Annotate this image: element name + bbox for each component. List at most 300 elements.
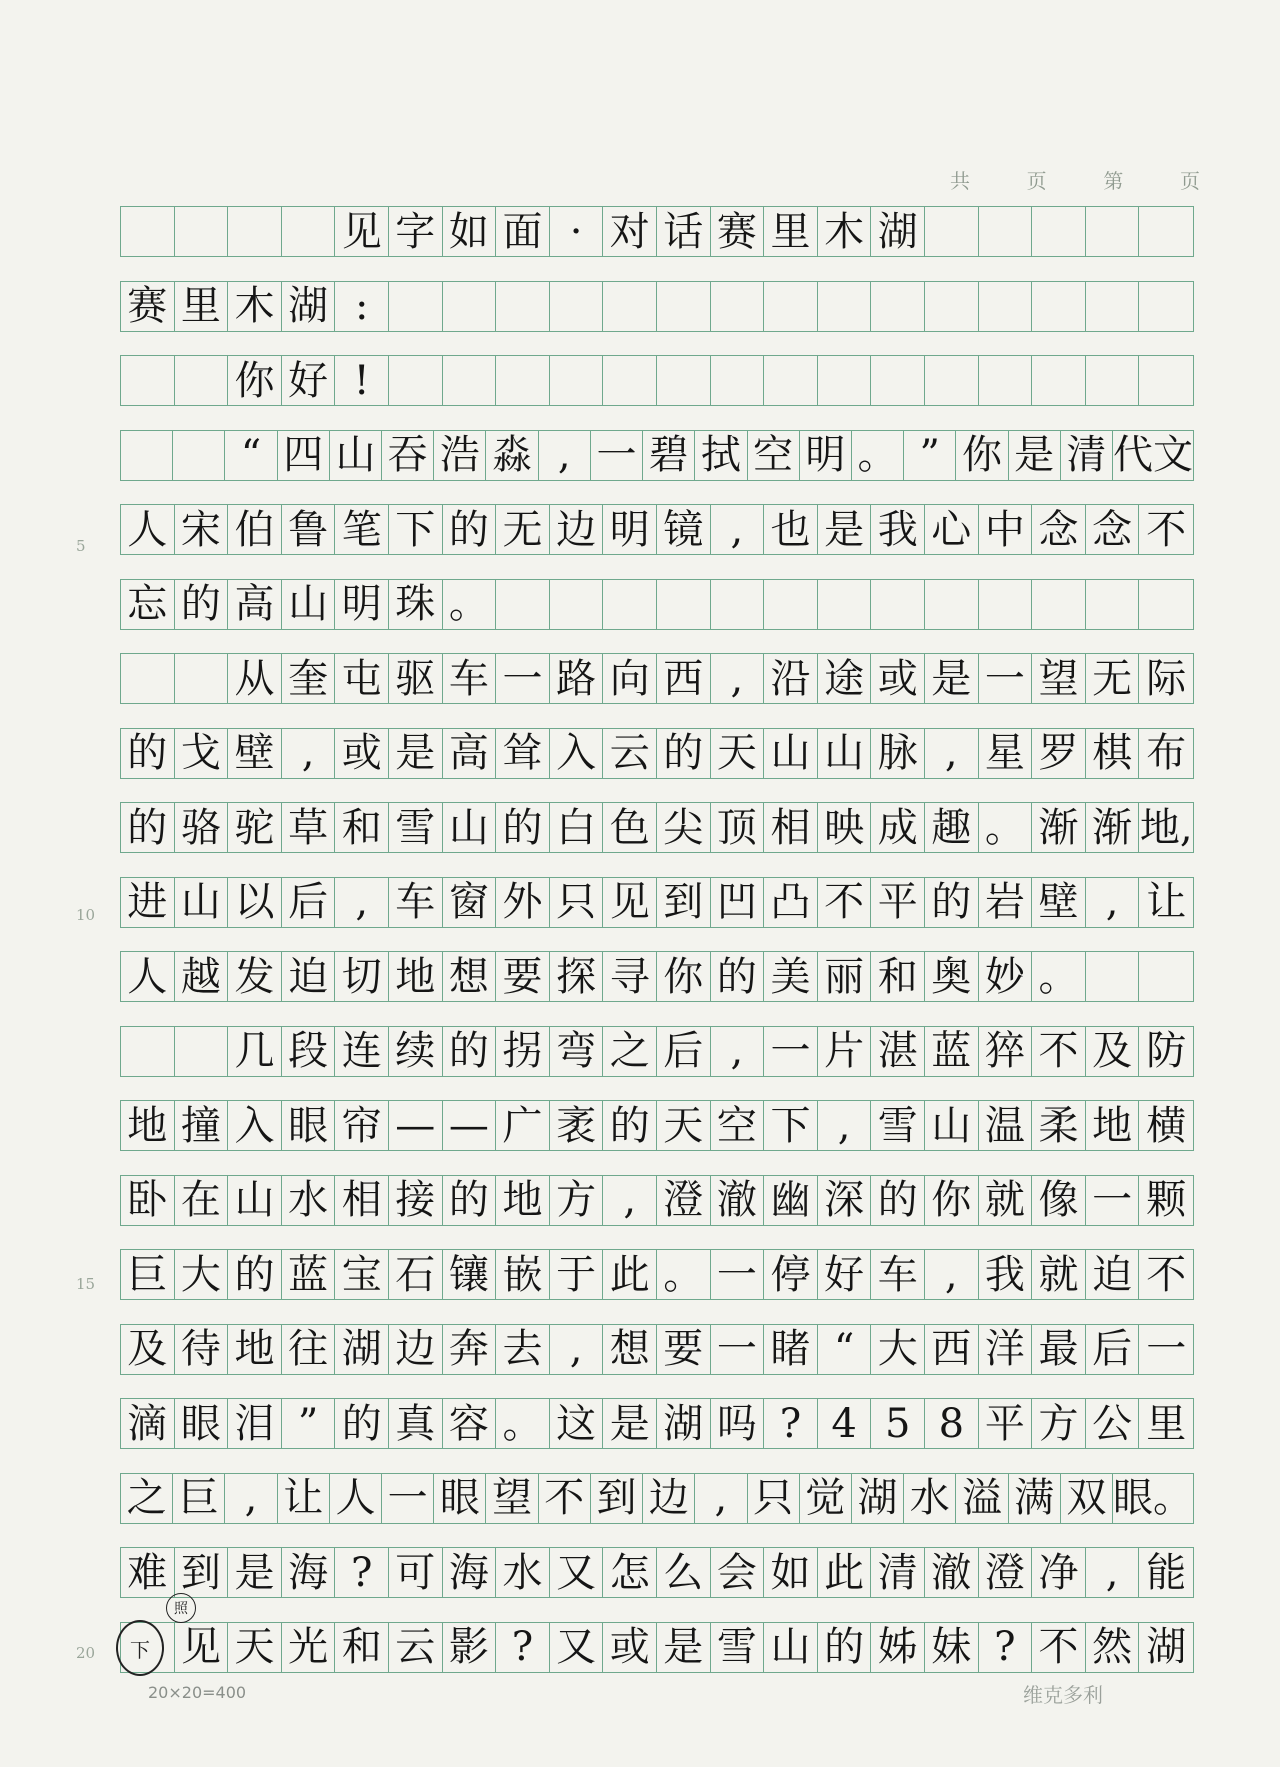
grid-cell: 人 <box>121 505 175 554</box>
grid-cell: 满 <box>1009 1474 1061 1523</box>
grid-cell: 是 <box>389 729 443 778</box>
grid-cell: 相 <box>764 803 818 852</box>
grid-cell <box>121 1027 175 1076</box>
grid-cell: 此 <box>818 1548 872 1597</box>
grid-cell <box>1139 282 1193 331</box>
grid-cell: 外 <box>496 878 550 927</box>
grid-cell: 公 <box>1086 1399 1140 1448</box>
grid-cell: 段 <box>282 1027 336 1076</box>
grid-cell: 几 <box>228 1027 282 1076</box>
grid-row <box>120 1100 1194 1151</box>
grid-cell: 珠 <box>389 580 443 629</box>
grid-cell: ? <box>979 1623 1033 1672</box>
grid-cell <box>979 580 1033 629</box>
grid-cell: 停 <box>764 1250 818 1299</box>
grid-cell: 及 <box>121 1325 175 1374</box>
grid-cell <box>979 207 1033 256</box>
grid-cell: 车 <box>871 1250 925 1299</box>
grid-row <box>120 1026 1194 1077</box>
grid-cell: 也 <box>764 505 818 554</box>
grid-cell: 之 <box>603 1027 657 1076</box>
grid-cell <box>443 356 497 405</box>
grid-cell: 洋 <box>979 1325 1033 1374</box>
grid-row <box>120 1249 1194 1300</box>
grid-cell: 木 <box>818 207 872 256</box>
grid-cell: 人 <box>121 952 175 1001</box>
grid-cell: 如 <box>764 1548 818 1597</box>
grid-cell <box>925 207 979 256</box>
grid-cell: 的 <box>496 803 550 852</box>
grid-cell: 岩 <box>979 878 1033 927</box>
grid-cell: 是 <box>1009 431 1061 480</box>
grid-cell: ? <box>335 1548 389 1597</box>
grid-cell: 巨 <box>121 1250 175 1299</box>
grid-cell: 里 <box>764 207 818 256</box>
grid-cell: 地 <box>496 1176 550 1225</box>
grid-cell <box>764 356 818 405</box>
grid-cell <box>496 580 550 629</box>
grid-cell <box>443 282 497 331</box>
grid-cell <box>282 207 336 256</box>
grid-cell: 壁 <box>1032 878 1086 927</box>
grid-row <box>120 1473 1194 1524</box>
grid-cell: 见 <box>175 1623 229 1672</box>
grid-cell: 凹 <box>711 878 765 927</box>
grid-cell: 骆 <box>175 803 229 852</box>
grid-cell: “ <box>818 1325 872 1374</box>
grid-cell: 窗 <box>443 878 497 927</box>
grid-cell: 吗 <box>711 1399 765 1448</box>
grid-cell <box>550 356 604 405</box>
grid-cell: 驼 <box>228 803 282 852</box>
grid-cell <box>657 580 711 629</box>
grid-cell: , <box>335 878 389 927</box>
circled-correction-small <box>166 1593 196 1623</box>
grid-cell: 让 <box>1146 879 1187 925</box>
grid-row <box>120 1175 1194 1226</box>
grid-cell: 湖 <box>871 207 925 256</box>
grid-cell: 切 <box>335 952 389 1001</box>
grid-cell: 发 <box>228 952 282 1001</box>
grid-cell: 续 <box>389 1027 443 1076</box>
line-number-15: 15 <box>76 1275 96 1293</box>
grid-cell: 赛 <box>121 282 175 331</box>
grid-cell: 碧 <box>643 431 695 480</box>
grid-cell: 地 <box>121 1101 175 1150</box>
grid-row <box>120 1324 1194 1375</box>
grid-cell: 下 <box>389 505 443 554</box>
grid-cell: 待 <box>175 1325 229 1374</box>
grid-cell <box>175 654 229 703</box>
grid-cell: 净 <box>1032 1548 1086 1597</box>
grid-cell: , <box>282 729 336 778</box>
grid-cell: 代文 <box>1112 432 1193 478</box>
grid-cell <box>603 356 657 405</box>
grid-cell: 嵌 <box>496 1250 550 1299</box>
grid-cell: 。 <box>496 1399 550 1448</box>
grid-cell: 美 <box>764 952 818 1001</box>
grid-cell: 想 <box>443 952 497 1001</box>
grid-cell <box>550 580 604 629</box>
grid-row <box>120 1622 1194 1673</box>
grid-cell: 下 <box>764 1101 818 1150</box>
grid-cell: 的 <box>121 729 175 778</box>
grid-cell <box>121 654 175 703</box>
grid-cell <box>764 580 818 629</box>
grid-cell: 清 <box>871 1548 925 1597</box>
grid-cell: 望 <box>486 1474 538 1523</box>
grid-cell: 拐 <box>496 1027 550 1076</box>
grid-cell <box>1086 356 1140 405</box>
grid-cell: 是 <box>228 1548 282 1597</box>
grid-cell: 车 <box>389 878 443 927</box>
grid-cell: 到 <box>657 878 711 927</box>
circled-correction-mark <box>116 1620 164 1676</box>
grid-cell: 途 <box>818 654 872 703</box>
grid-cell: 浩 <box>434 431 486 480</box>
grid-cell <box>1086 952 1140 1001</box>
grid-cell: 澄 <box>657 1176 711 1225</box>
grid-cell: 山 <box>282 580 336 629</box>
grid-cell: 入 <box>228 1101 282 1150</box>
grid-cell: 你 <box>657 952 711 1001</box>
grid-cell <box>1139 356 1193 405</box>
grid-cell: 罗 <box>1032 729 1086 778</box>
grid-cell: 颗 <box>1146 1177 1187 1223</box>
grid-cell: 。 <box>852 431 904 480</box>
grid-cell: 要 <box>657 1325 711 1374</box>
grid-cell: 接 <box>389 1176 443 1225</box>
grid-cell: 广 <box>496 1101 550 1150</box>
grid-cell: , <box>695 1474 747 1523</box>
grid-cell <box>228 207 282 256</box>
grid-cell: 海 <box>282 1548 336 1597</box>
grid-cell: 明 <box>800 431 852 480</box>
line-number-10: 10 <box>76 906 96 924</box>
grid-row <box>120 430 1194 481</box>
grid-cell: 一 <box>764 1027 818 1076</box>
grid-cell: 或 <box>603 1623 657 1672</box>
grid-cell <box>1139 952 1193 1001</box>
grid-cell: 一 <box>496 654 550 703</box>
grid-cell: 去 <box>496 1325 550 1374</box>
grid-cell: 迫 <box>282 952 336 1001</box>
grid-cell: 棋 <box>1086 729 1140 778</box>
grid-cell: 么 <box>657 1548 711 1597</box>
grid-cell: 山 <box>443 803 497 852</box>
grid-cell <box>550 282 604 331</box>
grid-cell: ? <box>764 1399 818 1448</box>
grid-cell: 湖 <box>657 1399 711 1448</box>
grid-cell <box>1086 207 1140 256</box>
grid-cell: 后 <box>657 1027 711 1076</box>
grid-cell: 一 <box>591 431 643 480</box>
grid-cell: 一 <box>382 1474 434 1523</box>
grid-cell: 镜 <box>657 505 711 554</box>
grid-cell: 壁 <box>228 729 282 778</box>
grid-cell: 和 <box>335 803 389 852</box>
grid-cell <box>173 431 225 480</box>
grid-cell: 沿 <box>764 654 818 703</box>
grid-cell: 天 <box>228 1623 282 1672</box>
grid-cell: 宝 <box>335 1250 389 1299</box>
grid-cell: 又 <box>550 1548 604 1597</box>
grid-cell: 。 <box>443 580 497 629</box>
grid-cell: · <box>550 207 604 256</box>
grid-cell: 双 <box>1061 1474 1113 1523</box>
grid-cell: 的 <box>335 1399 389 1448</box>
grid-cell: 到 <box>591 1474 643 1523</box>
grid-row <box>120 877 1194 928</box>
grid-cell: 一 <box>711 1325 765 1374</box>
grid-cell <box>121 356 175 405</box>
grid-cell: 路 <box>550 654 604 703</box>
grid-cell: — <box>443 1101 497 1150</box>
grid-cell <box>711 580 765 629</box>
grid-cell <box>871 282 925 331</box>
grid-cell: , <box>711 1027 765 1076</box>
grid-cell: 湖 <box>282 282 336 331</box>
grid-cell: 草 <box>282 803 336 852</box>
grid-spec-label: 20×20=400 <box>148 1683 247 1702</box>
grid-cell: 边 <box>643 1474 695 1523</box>
grid-cell: 的 <box>443 1176 497 1225</box>
grid-cell: 光 <box>282 1623 336 1672</box>
grid-cell: 驱 <box>389 654 443 703</box>
grid-cell: 里 <box>175 282 229 331</box>
grid-cell: 袤 <box>550 1101 604 1150</box>
grid-cell: 云 <box>603 729 657 778</box>
grid-cell: 戈 <box>175 729 229 778</box>
grid-cell <box>1032 282 1086 331</box>
grid-cell: 山 <box>330 431 382 480</box>
grid-cell: 山 <box>228 1176 282 1225</box>
grid-cell: 4 <box>818 1399 872 1448</box>
grid-row <box>120 355 1194 406</box>
grid-cell <box>1086 580 1140 629</box>
grid-cell: 奔 <box>443 1325 497 1374</box>
grid-cell: 寻 <box>603 952 657 1001</box>
grid-cell: 的 <box>925 878 979 927</box>
grid-cell <box>657 282 711 331</box>
grid-cell: 的 <box>657 729 711 778</box>
grid-cell: 念 <box>1086 505 1140 554</box>
grid-cell <box>603 580 657 629</box>
grid-cell: ” <box>282 1399 336 1448</box>
grid-cell: 5 <box>871 1399 925 1448</box>
grid-cell: 是 <box>925 654 979 703</box>
grid-cell: 蓝 <box>925 1027 979 1076</box>
grid-cell: 平 <box>979 1399 1033 1448</box>
grid-cell: 进 <box>121 878 175 927</box>
grid-cell: ” <box>904 431 956 480</box>
grid-cell <box>1139 580 1193 629</box>
grid-cell: 的 <box>228 1250 282 1299</box>
grid-cell: , <box>711 654 765 703</box>
grid-cell: 的 <box>711 952 765 1001</box>
grid-cell: “ <box>225 431 277 480</box>
grid-cell: , <box>603 1176 657 1225</box>
grid-cell: 雪 <box>711 1623 765 1672</box>
grid-cell <box>871 580 925 629</box>
grid-cell: 之 <box>121 1474 173 1523</box>
grid-cell: 山 <box>764 1623 818 1672</box>
grid-cell: 方 <box>1032 1399 1086 1448</box>
grid-cell: 的 <box>443 505 497 554</box>
grid-cell: , <box>1086 1548 1140 1597</box>
grid-cell: 不 <box>1032 1623 1086 1672</box>
grid-cell: 空 <box>711 1101 765 1150</box>
grid-cell <box>818 580 872 629</box>
grid-row <box>120 653 1194 704</box>
grid-cell: 睹 <box>764 1325 818 1374</box>
grid-row <box>120 802 1194 853</box>
grid-cell: 际 <box>1146 655 1187 702</box>
grid-cell: 忘 <box>121 580 175 629</box>
line-number-20: 20 <box>76 1644 96 1662</box>
grid-row <box>120 951 1194 1002</box>
grid-cell: 从 <box>228 654 282 703</box>
grid-cell: 向 <box>603 654 657 703</box>
grid-cell: 凸 <box>764 878 818 927</box>
grid-cell: , <box>925 1250 979 1299</box>
grid-cell: 鲁 <box>282 505 336 554</box>
grid-cell: 防 <box>1146 1028 1187 1074</box>
grid-cell: 地 <box>1086 1101 1140 1150</box>
grid-cell <box>925 580 979 629</box>
grid-cell: 此 <box>603 1250 657 1299</box>
grid-cell: 一 <box>1086 1176 1140 1225</box>
grid-cell: 地 <box>228 1325 282 1374</box>
grid-cell: 最 <box>1032 1325 1086 1374</box>
grid-cell: 是 <box>603 1399 657 1448</box>
grid-cell: , <box>818 1101 872 1150</box>
grid-cell: 水 <box>904 1474 956 1523</box>
grid-cell: 的 <box>818 1623 872 1672</box>
grid-row <box>120 1398 1194 1449</box>
grid-row <box>120 504 1194 555</box>
grid-cell: 是 <box>818 505 872 554</box>
grid-cell: 湖 <box>1146 1624 1187 1670</box>
grid-cell: 卧 <box>121 1176 175 1225</box>
grid-cell: 你 <box>956 431 1008 480</box>
grid-cell: , <box>925 729 979 778</box>
grid-cell: 车 <box>443 654 497 703</box>
grid-cell: 就 <box>979 1176 1033 1225</box>
grid-cell: 深 <box>818 1176 872 1225</box>
grid-cell: 会 <box>711 1548 765 1597</box>
grid-cell: 里 <box>1146 1400 1187 1447</box>
grid-cell: 和 <box>871 952 925 1001</box>
header-ye2: 页 <box>1179 169 1200 193</box>
grid-cell: 巨 <box>173 1474 225 1523</box>
grid-cell <box>121 431 173 480</box>
grid-cell: 眼 <box>282 1101 336 1150</box>
grid-cell: 星 <box>979 729 1033 778</box>
grid-cell: 这 <box>550 1399 604 1448</box>
grid-cell: 顶 <box>711 803 765 852</box>
grid-cell: 脉 <box>871 729 925 778</box>
grid-cell: 8 <box>925 1399 979 1448</box>
grid-cell <box>925 356 979 405</box>
grid-cell: 心 <box>925 505 979 554</box>
grid-cell: 石 <box>389 1250 443 1299</box>
grid-cell: 柔 <box>1032 1101 1086 1150</box>
grid-cell: 我 <box>979 1250 1033 1299</box>
grid-row <box>120 1547 1194 1598</box>
grid-cell: 海 <box>443 1548 497 1597</box>
grid-cell: 水 <box>282 1176 336 1225</box>
grid-cell: 对 <box>603 207 657 256</box>
grid-cell: 色 <box>603 803 657 852</box>
grid-cell: 真 <box>389 1399 443 1448</box>
grid-cell: 一 <box>1146 1326 1187 1372</box>
grid-cell: 渐 <box>1032 803 1086 852</box>
grid-cell: 渐 <box>1086 803 1140 852</box>
grid-cell: 。 <box>657 1250 711 1299</box>
grid-cell: 中 <box>979 505 1033 554</box>
grid-row <box>120 728 1194 779</box>
grid-cell <box>711 356 765 405</box>
manuscript-grid <box>120 206 1194 1696</box>
grid-cell: 想 <box>603 1325 657 1374</box>
grid-cell <box>1139 207 1193 256</box>
grid-cell: 又 <box>550 1623 604 1672</box>
grid-cell: 及 <box>1086 1027 1140 1076</box>
grid-cell: 澈 <box>711 1176 765 1225</box>
grid-cell: 溢 <box>956 1474 1008 1523</box>
grid-cell: 西 <box>657 654 711 703</box>
grid-cell: , <box>550 1325 604 1374</box>
grid-cell: ? <box>496 1623 550 1672</box>
grid-cell: 怎 <box>603 1548 657 1597</box>
grid-cell: 的 <box>175 580 229 629</box>
circled-mark-text: 下 <box>130 1637 150 1662</box>
grid-cell: 后 <box>1086 1325 1140 1374</box>
grid-cell: 地, <box>1139 804 1193 851</box>
grid-cell: 连 <box>335 1027 389 1076</box>
grid-cell: 山 <box>764 729 818 778</box>
grid-cell: 我 <box>871 505 925 554</box>
grid-cell: 。 <box>979 803 1033 852</box>
grid-cell: 字 <box>389 207 443 256</box>
grid-cell: 奎 <box>282 654 336 703</box>
grid-row <box>120 579 1194 630</box>
grid-cell: 眼 <box>434 1474 486 1523</box>
grid-cell <box>496 282 550 331</box>
grid-cell: 以 <box>228 878 282 927</box>
grid-cell: 见 <box>603 878 657 927</box>
grid-cell: 念 <box>1032 505 1086 554</box>
grid-cell: 无 <box>1086 654 1140 703</box>
grid-cell <box>121 207 175 256</box>
grid-cell: 方 <box>550 1176 604 1225</box>
grid-cell <box>175 207 229 256</box>
grid-cell: 水 <box>496 1548 550 1597</box>
grid-cell <box>871 356 925 405</box>
grid-cell: 湖 <box>852 1474 904 1523</box>
grid-cell: 成 <box>871 803 925 852</box>
grid-cell: 不 <box>539 1474 591 1523</box>
grid-cell: 后 <box>282 878 336 927</box>
circled-small-text: 照 <box>174 1601 188 1617</box>
grid-cell: 入 <box>550 729 604 778</box>
page-counter-header <box>950 165 1200 194</box>
grid-cell: 见 <box>335 207 389 256</box>
grid-cell: 雪 <box>871 1101 925 1150</box>
grid-cell <box>603 282 657 331</box>
grid-cell: 觉 <box>800 1474 852 1523</box>
